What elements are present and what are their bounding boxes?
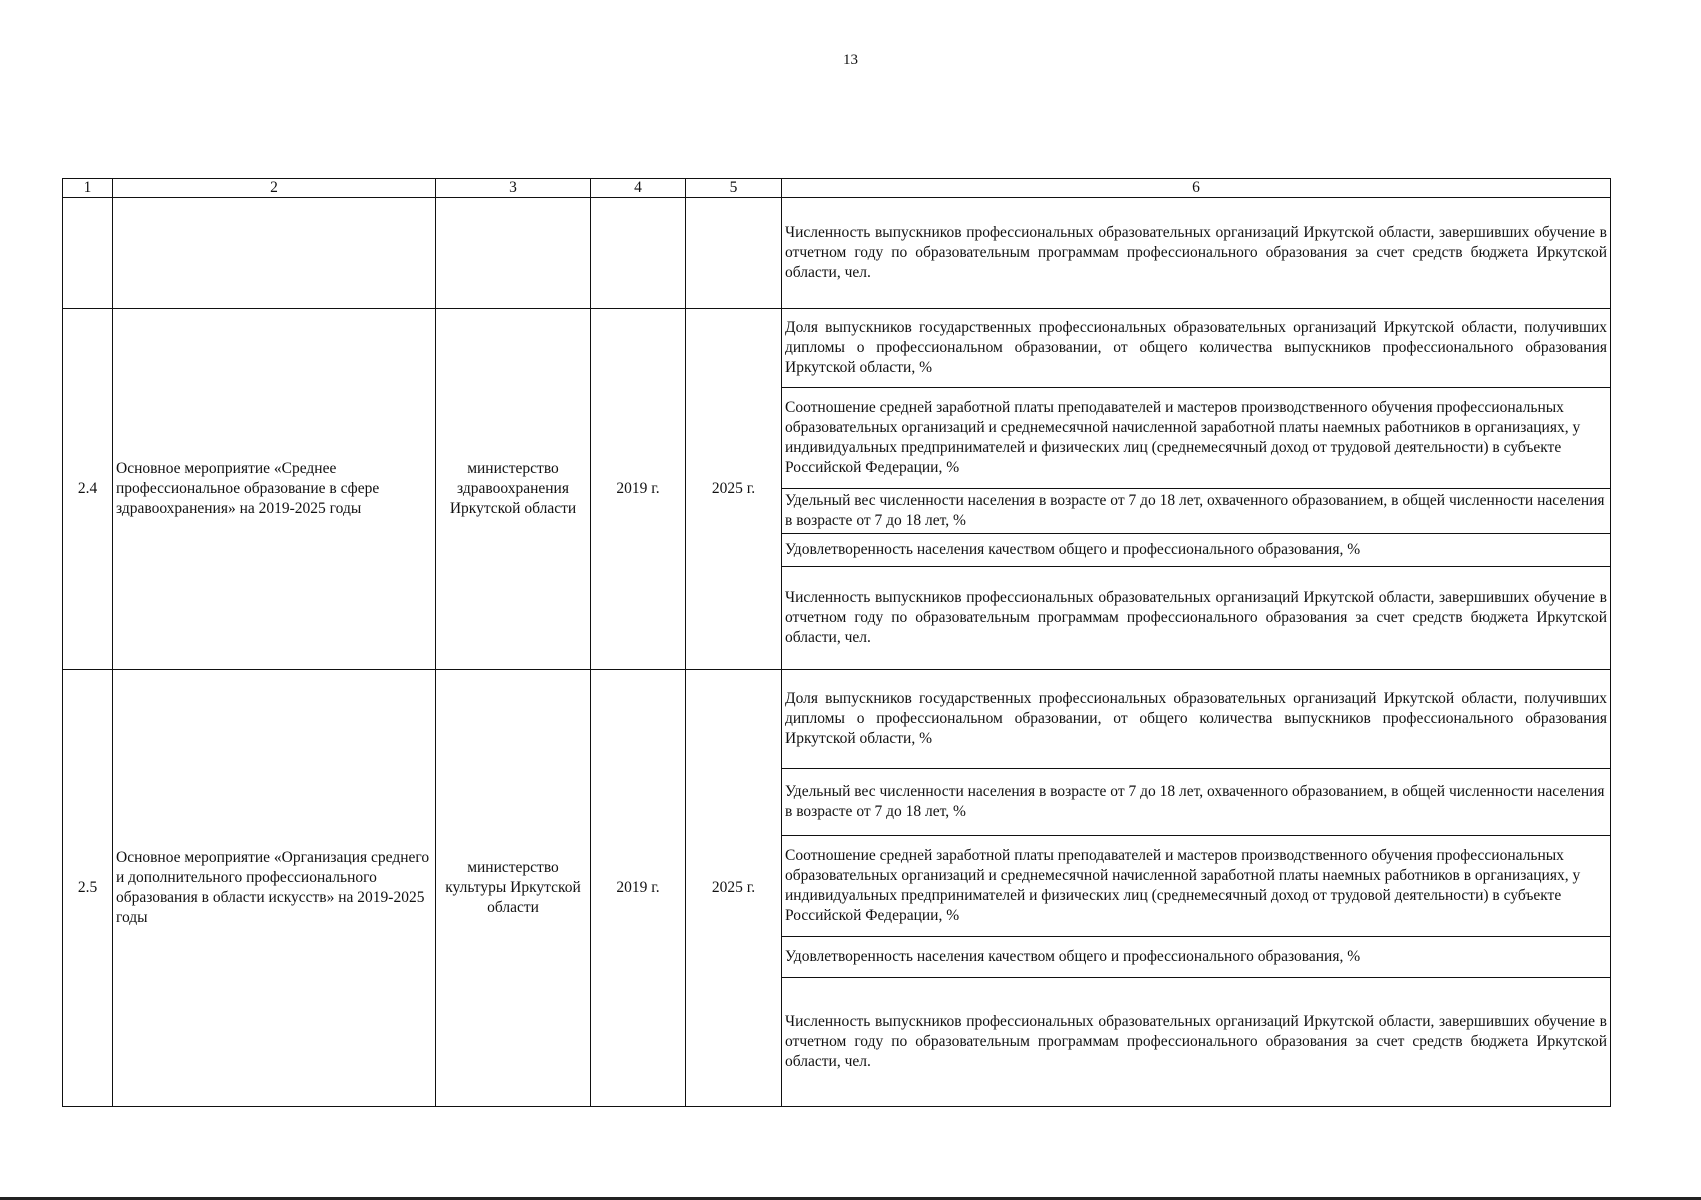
executor-cell: министерство здравоохранения Иркутской области — [436, 309, 591, 670]
table-row — [63, 198, 1611, 309]
indicator-cell: Удовлетворенность населения качеством общего и профессионального образования, % — [782, 937, 1611, 978]
indicator-cell: Соотношение средней заработной платы преподавателей и мастеров производственного обучения профессиональных образовательных организаций и среднемесячной начисленной заработной платы наемных работников в организациях, у индивидуальных предпринимателей и физических лиц (среднемесячный доход от трудовой деятельности) в субъекте Российской Федерации, % — [782, 836, 1611, 937]
start-year: 2019 г. — [591, 670, 686, 1107]
end-year: 2025 г. — [686, 309, 782, 670]
page-number: 13 — [843, 52, 858, 68]
empty-cell — [63, 198, 113, 309]
table-row — [63, 309, 1611, 388]
header-cell-1: 1 — [63, 179, 113, 198]
start-year: 2019 г. — [591, 309, 686, 670]
row-number: 2.4 — [63, 309, 113, 670]
indicator-cell: Численность выпускников профессиональных образовательных организаций Иркутской области, завершивших обучение в отчетном году по образовательным программам профессионального образования за счет средств бюджета Иркутской области, чел. — [782, 567, 1611, 670]
indicator-cell: Удельный вес численности населения в возрасте от 7 до 18 лет, охваченного образованием, в общей численности населения в возрасте от 7 до 18 лет, % — [782, 489, 1611, 534]
indicator-cell: Численность выпускников профессиональных образовательных организаций Иркутской области, завершивших обучение в отчетном году по образовательным программам профессионального образования за счет средств бюджета Иркутской области, чел. — [782, 198, 1611, 309]
indicator-cell: Доля выпускников государственных профессиональных образовательных организаций Иркутской области, получивших дипломы о профессиональном образовании, от общего количества выпускников профессионального образования Иркутской области, % — [782, 309, 1611, 388]
activity-name: Основное мероприятие «Среднее профессиональное образование в сфере здравоохранения» на 2019-2025 годы — [113, 309, 436, 670]
program-table — [62, 178, 1611, 1107]
indicator-cell: Соотношение средней заработной платы преподавателей и мастеров производственного обучения профессиональных образовательных организаций и среднемесячной начисленной заработной платы наемных работников в организациях, у индивидуальных предпринимателей и физических лиц (среднемесячный доход от трудовой деятельности) в субъекте Российской Федерации, % — [782, 388, 1611, 489]
indicator-cell: Удовлетворенность населения качеством общего и профессионального образования, % — [782, 534, 1611, 567]
table-header-row — [63, 179, 1611, 198]
activity-name: Основное мероприятие «Организация среднего и дополнительного профессионального образования в области искусств» на 2019-2025 годы — [113, 670, 436, 1107]
header-cell-6: 6 — [782, 179, 1611, 198]
header-cell-4: 4 — [591, 179, 686, 198]
indicator-cell: Удельный вес численности населения в возрасте от 7 до 18 лет, охваченного образованием, в общей численности населения в возрасте от 7 до 18 лет, % — [782, 769, 1611, 836]
row-number: 2.5 — [63, 670, 113, 1107]
executor-cell: министерство культуры Иркутской области — [436, 670, 591, 1107]
indicator-cell: Численность выпускников профессиональных образовательных организаций Иркутской области, завершивших обучение в отчетном году по образовательным программам профессионального образования за счет средств бюджета Иркутской области, чел. — [782, 978, 1611, 1107]
end-year: 2025 г. — [686, 670, 782, 1107]
indicator-cell: Доля выпускников государственных профессиональных образовательных организаций Иркутской области, получивших дипломы о профессиональном образовании, от общего количества выпускников профессионального образования Иркутской области, % — [782, 670, 1611, 769]
empty-cell — [436, 198, 591, 309]
empty-cell — [686, 198, 782, 309]
header-cell-5: 5 — [686, 179, 782, 198]
empty-cell — [591, 198, 686, 309]
empty-cell — [113, 198, 436, 309]
header-cell-3: 3 — [436, 179, 591, 198]
table-row — [63, 670, 1611, 769]
header-cell-2: 2 — [113, 179, 436, 198]
